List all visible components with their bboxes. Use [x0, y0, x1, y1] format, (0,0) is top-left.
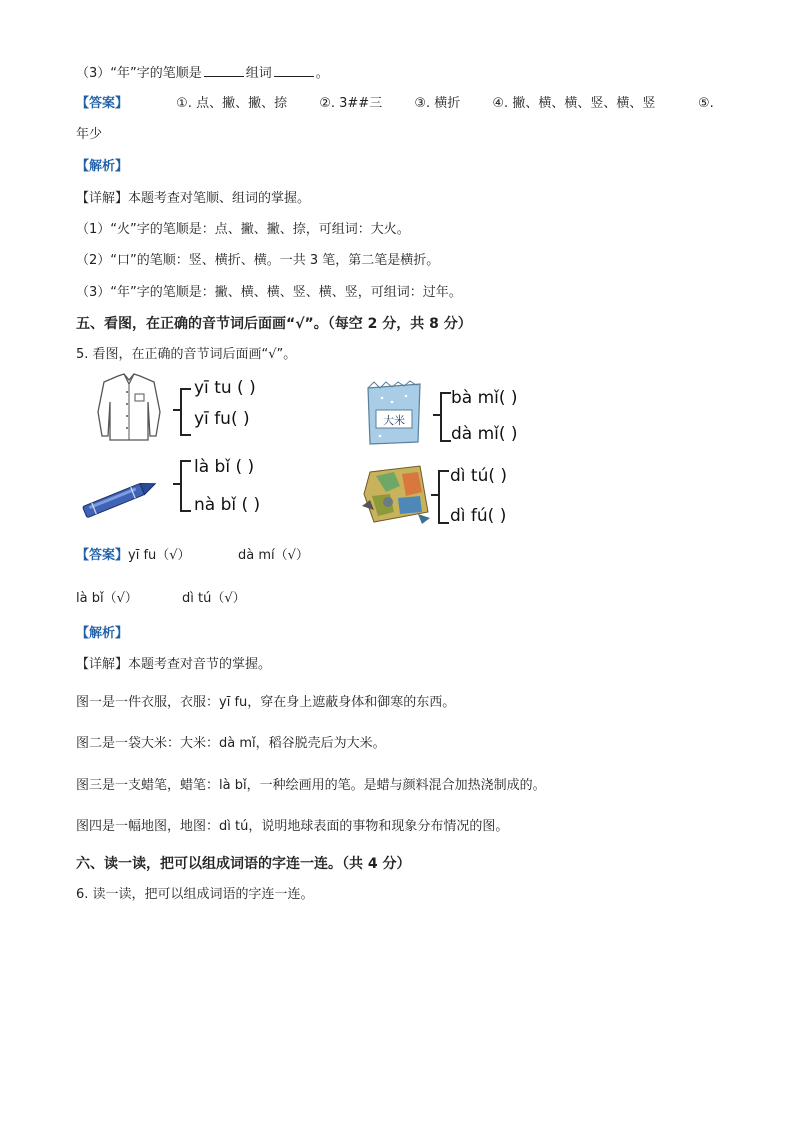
answer-label: 【答案】	[76, 96, 129, 111]
analysis-detail: 【详解】本题考查对音节的掌握。	[76, 657, 272, 672]
section-6-heading: 六、读一读，把可以组成词语的字连一连。（共 4 分）	[76, 856, 411, 872]
question-5: 5. 看图，在正确的音节词后面画“√”。	[76, 347, 297, 362]
answer-item: ③. 横折	[414, 96, 461, 111]
brace	[431, 494, 438, 496]
pinyin-option: dì fú( )	[450, 506, 507, 526]
answer-item: yī fu（√）	[128, 548, 191, 563]
brace	[180, 460, 191, 512]
answer-line	[76, 590, 246, 608]
map-image	[360, 462, 432, 526]
analysis-label: 【解析】	[76, 159, 129, 174]
brace	[173, 483, 180, 485]
brace	[173, 409, 180, 411]
brace	[180, 388, 191, 436]
answer-item: là bǐ（√）	[76, 591, 138, 606]
crayon-image	[78, 476, 162, 520]
analysis-line: （1）“火”字的笔顺是：点、撇、撇、捺，可组词：大火。	[76, 222, 410, 237]
analysis-line: 图四是一幅地图，地图：dì tú，说明地球表面的事物和现象分布情况的图。	[76, 819, 509, 834]
brace	[433, 414, 440, 416]
answer-continuation: 年少	[76, 127, 103, 142]
answer-line	[76, 95, 714, 113]
answer-item: ①. 点、撇、撇、捺	[176, 96, 288, 111]
pinyin-option: là bǐ ( )	[194, 457, 255, 477]
answer-item: ⑤.	[698, 96, 714, 111]
analysis-label: 【解析】	[76, 626, 129, 641]
pinyin-option: dà mǐ( )	[451, 424, 518, 444]
pinyin-option: nà bǐ ( )	[194, 495, 261, 515]
question-3-line	[76, 64, 329, 83]
answer-item: ②. 3##三	[319, 96, 383, 111]
pinyin-option: dì tú( )	[450, 466, 508, 486]
answer-label: 【答案】	[76, 548, 129, 563]
rice-bag-text: 大米	[383, 414, 405, 427]
analysis-line: 图二是一袋大米：大米：dà mǐ，稻谷脱壳后为大米。	[76, 736, 386, 751]
answer-item: dà mí（√）	[238, 548, 309, 563]
pinyin-option: bà mǐ( )	[451, 388, 518, 408]
shirt-image	[94, 372, 164, 442]
analysis-line: （3）“年”字的笔顺是：撇、横、横、竖、横、竖，可组词：过年。	[76, 285, 462, 300]
analysis-line: 图一是一件衣服，衣服：yī fu，穿在身上遮蔽身体和御寒的东西。	[76, 695, 456, 710]
pinyin-option: yī fu( )	[194, 409, 250, 429]
analysis-line: 图三是一支蜡笔，蜡笔：là bǐ，一种绘画用的笔。是蜡与颜料混合加热浇制成的。	[76, 778, 546, 793]
answer-blank	[204, 64, 244, 77]
question-6: 6. 读一读，把可以组成词语的字连一连。	[76, 887, 314, 902]
section-5-heading: 五、看图，在正确的音节词后面画“√”。（每空 2 分，共 8 分）	[76, 316, 472, 332]
answer-item: dì tú（√）	[182, 591, 246, 606]
brace	[438, 470, 449, 524]
q3-prefix: （3）“年”字的笔顺是	[76, 66, 202, 81]
rice-bag-image	[362, 380, 426, 446]
answer-item: ④. 撇、横、横、竖、横、竖	[492, 96, 656, 111]
q3-suffix: 。	[315, 66, 329, 81]
answer-blank	[274, 64, 314, 77]
q3-mid: 组词	[245, 66, 272, 81]
answer-line	[76, 547, 309, 565]
analysis-line: （2）“口”的笔顺：竖、横折、横。一共 3 笔，第二笔是横折。	[76, 253, 440, 268]
brace	[440, 392, 451, 442]
pinyin-option: yī tu ( )	[194, 378, 256, 398]
analysis-detail: 【详解】本题考查对笔顺、组词的掌握。	[76, 191, 311, 206]
